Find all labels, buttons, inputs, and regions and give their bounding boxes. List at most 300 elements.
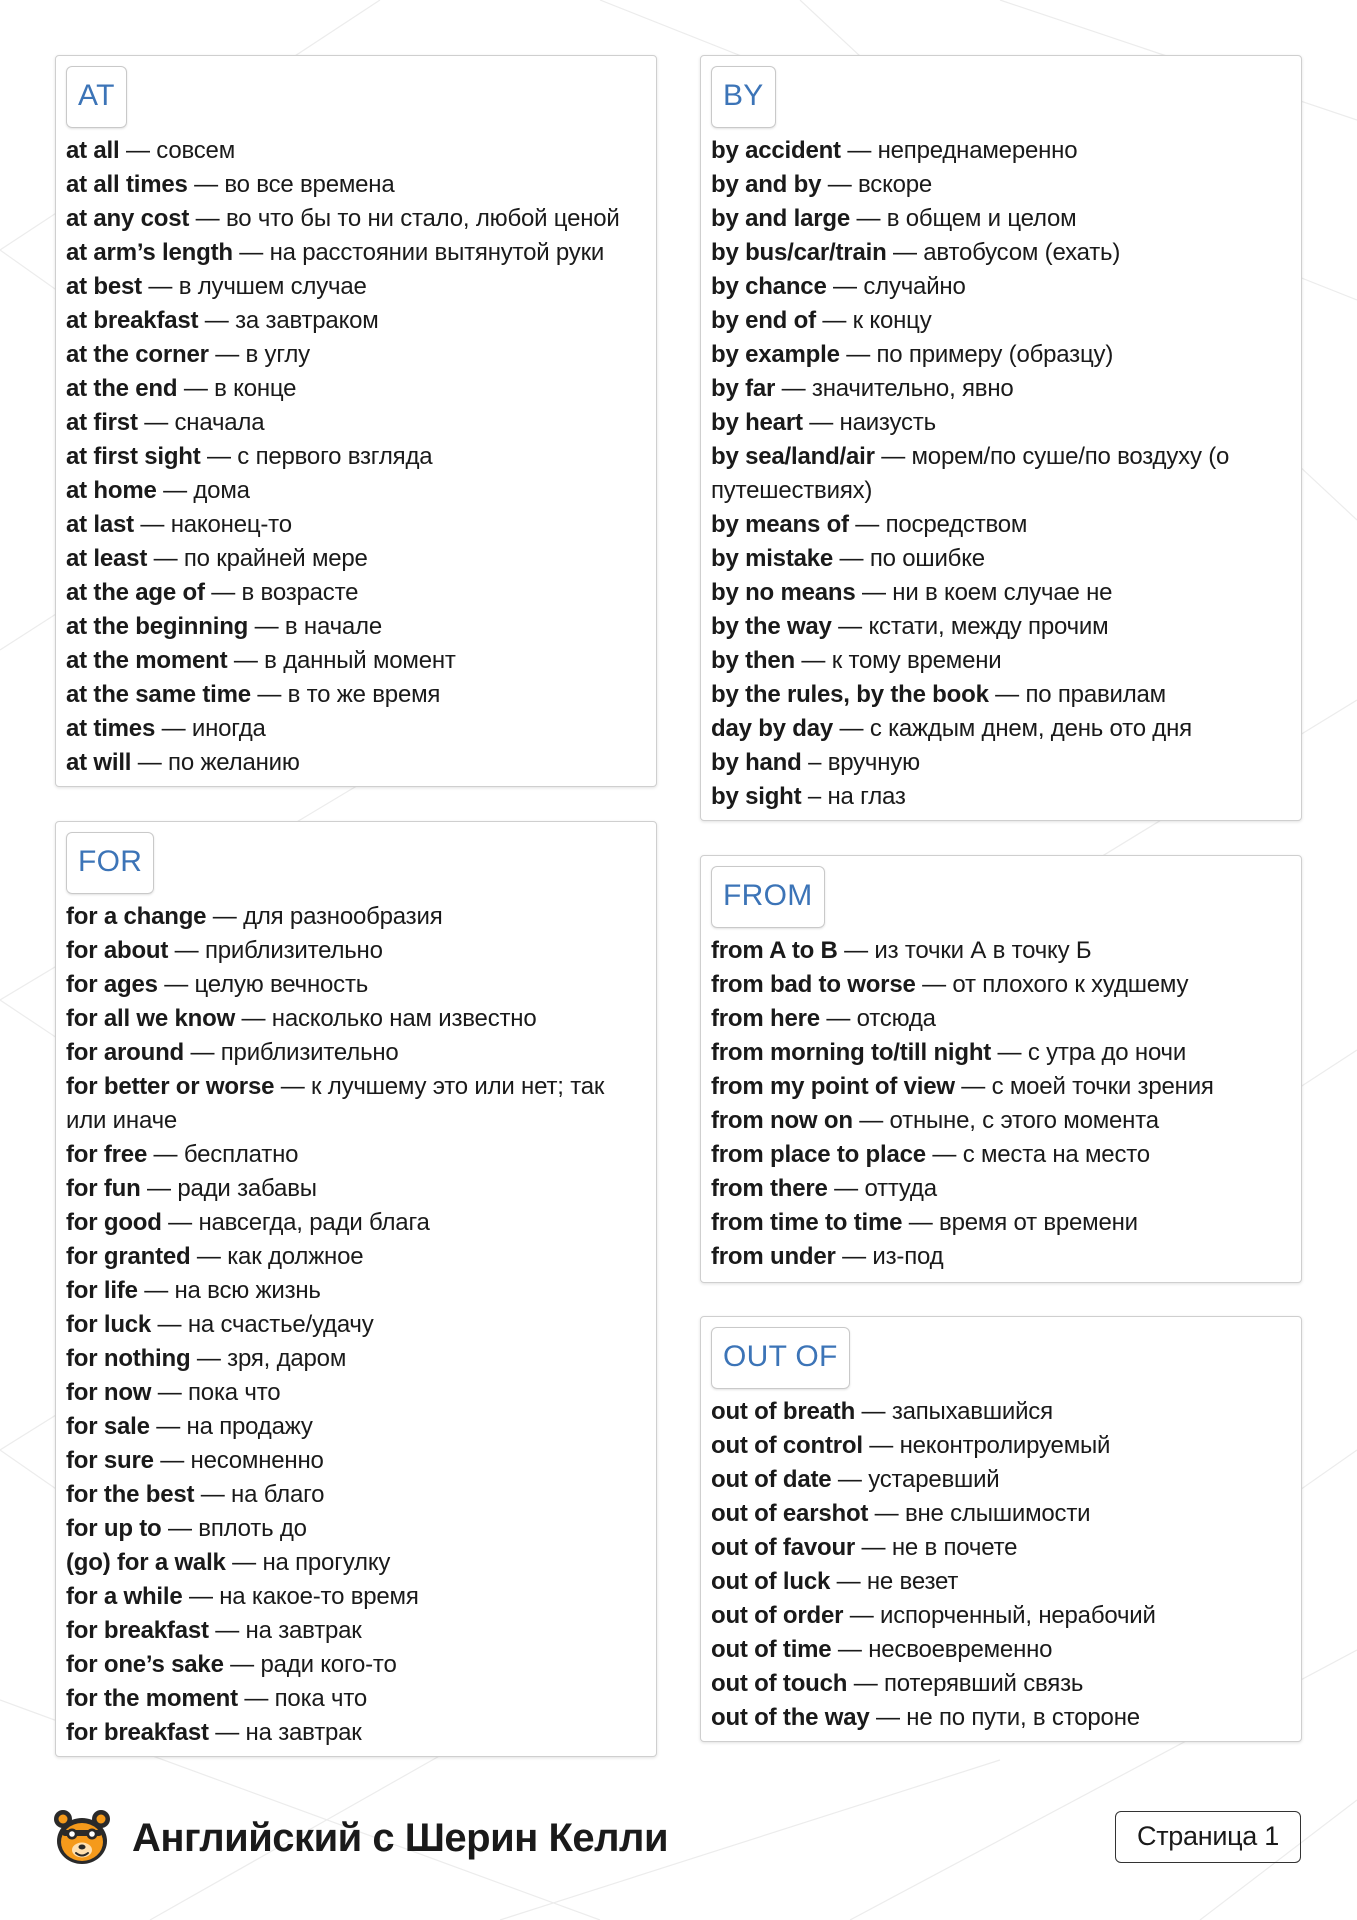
phrase-translation: в возрасте — [241, 579, 359, 606]
phrase-entry — [66, 168, 646, 202]
phrase-separator: — — [847, 1670, 884, 1697]
phrase-entry — [711, 168, 1291, 202]
phrase-translation: с первого взгляда — [237, 443, 433, 470]
phrase-term: by the way — [711, 613, 832, 640]
phrase-term: for better or worse — [66, 1073, 275, 1100]
phrase-term: by no means — [711, 579, 856, 606]
phrase-entry — [66, 1240, 646, 1274]
phrase-translation: из-под — [872, 1243, 944, 1270]
phrase-term: at the same time — [66, 681, 251, 708]
phrase-entry — [66, 746, 646, 780]
phrase-term: day by day — [711, 715, 834, 742]
phrase-separator: — — [131, 749, 169, 776]
phrase-entry — [66, 678, 646, 712]
phrase-separator: — — [855, 1534, 892, 1561]
phrase-term: out of order — [711, 1602, 844, 1629]
phrase-term: by then — [711, 647, 795, 674]
phrase-term: at breakfast — [66, 307, 199, 334]
phrase-term: by and by — [711, 171, 822, 198]
phrase-translation: неконтролируемый — [899, 1432, 1111, 1459]
phrase-translation: для разнообразия — [243, 903, 443, 930]
phrase-separator: — — [815, 307, 853, 334]
phrase-translation: по крайней мере — [183, 545, 368, 572]
phrase-translation: в углу — [245, 341, 310, 368]
phrase-translation: время от времени — [939, 1209, 1138, 1236]
phrase-term: from A to B — [711, 937, 838, 964]
phrase-term: at least — [66, 545, 148, 572]
section-for — [55, 821, 657, 1757]
phrase-entry — [711, 542, 1291, 576]
phrase-translation: по ошибке — [869, 545, 985, 572]
phrase-separator: — — [775, 375, 812, 402]
phrase-separator: — — [200, 443, 238, 470]
phrase-translation: по примеру (образцу) — [876, 341, 1114, 368]
phrase-entry — [66, 1478, 646, 1512]
phrase-translation: несвоевременно — [868, 1636, 1053, 1663]
phrase-separator: — — [248, 613, 285, 640]
phrase-translation: совсем — [156, 137, 235, 164]
phrase-translation: испорченный, нерабочий — [880, 1602, 1156, 1629]
phrase-separator: — — [137, 1277, 175, 1304]
phrase-translation: по желанию — [168, 749, 300, 776]
section-at — [55, 55, 657, 787]
phrase-translation: непреднамеренно — [877, 137, 1078, 164]
phrase-term: at the corner — [66, 341, 209, 368]
phrase-separator: — — [848, 511, 886, 538]
phrase-separator: — — [830, 1568, 867, 1595]
phrase-translation: на прогулку — [262, 1549, 391, 1576]
phrase-separator: — — [840, 137, 878, 164]
phrase-translation: потерявший связь — [883, 1670, 1084, 1697]
phrase-term: for sure — [66, 1447, 154, 1474]
phrase-separator: — — [826, 273, 864, 300]
phrase-translation: как должное — [227, 1243, 364, 1270]
phrase-translation: ни в коем случае не — [892, 579, 1113, 606]
phrase-separator: — — [182, 1583, 220, 1610]
phrase-entry — [711, 406, 1291, 440]
phrase-separator: — — [208, 1617, 246, 1644]
phrase-translation: посредством — [885, 511, 1028, 538]
phrase-entry — [66, 338, 646, 372]
phrase-translation: навсегда, ради блага — [198, 1209, 430, 1236]
phrase-term: by sight — [711, 783, 802, 810]
phrase-term: by bus/car/train — [711, 239, 887, 266]
phrase-entry — [66, 508, 646, 542]
section-title: OUT OF — [711, 1327, 850, 1389]
phrase-translation: несомненно — [190, 1447, 324, 1474]
phrase-separator: — — [133, 511, 171, 538]
phrase-separator: — — [991, 1039, 1028, 1066]
phrase-separator: — — [925, 1141, 963, 1168]
phrase-translation: на продажу — [186, 1413, 313, 1440]
phrase-term: (go) for a walk — [66, 1549, 226, 1576]
phrase-term: at will — [66, 749, 132, 776]
phrase-term: for about — [66, 937, 169, 964]
phrase-term: by example — [711, 341, 840, 368]
phrase-translation: к тому времени — [831, 647, 1002, 674]
phrase-separator: — — [119, 137, 157, 164]
phrase-term: for up to — [66, 1515, 162, 1542]
entry-list — [66, 900, 646, 1750]
phrase-translation: целую вечность — [194, 971, 369, 998]
phrase-separator: — — [151, 1311, 188, 1338]
phrase-term: out of earshot — [711, 1500, 869, 1527]
phrase-term: at the age of — [66, 579, 205, 606]
phrase-translation: отсюда — [856, 1005, 936, 1032]
phrase-separator: — — [833, 715, 870, 742]
phrase-entry — [711, 1497, 1291, 1531]
phrase-translation: за завтраком — [235, 307, 379, 334]
phrase-translation: вне слышимости — [904, 1500, 1091, 1527]
phrase-entry — [66, 406, 646, 440]
phrase-separator: — — [204, 579, 242, 606]
phrase-separator: — — [168, 937, 205, 964]
phrase-separator: — — [915, 971, 953, 998]
phrase-separator: — — [831, 1466, 869, 1493]
phrase-entry — [66, 1376, 646, 1410]
phrase-entry — [711, 934, 1291, 968]
phrase-entry — [66, 134, 646, 168]
phrase-translation: не везет — [866, 1568, 959, 1595]
phrase-separator: — — [232, 239, 270, 266]
phrase-entry — [66, 1410, 646, 1444]
phrase-entry — [66, 542, 646, 576]
phrase-translation: не по пути, в стороне — [906, 1704, 1140, 1731]
phrase-term: out of date — [711, 1466, 832, 1493]
phrase-translation: насколько нам известно — [271, 1005, 537, 1032]
phrase-translation: ради забавы — [177, 1175, 317, 1202]
phrase-translation: во что бы то ни стало, любой ценой — [225, 205, 620, 232]
phrase-entry — [66, 1002, 646, 1036]
phrase-entry — [66, 304, 646, 338]
phrase-term: from my point of view — [711, 1073, 955, 1100]
phrase-translation: автобусом (ехать) — [923, 239, 1121, 266]
phrase-translation: с каждым днем, день ото дня — [869, 715, 1192, 742]
phrase-term: for breakfast — [66, 1617, 209, 1644]
phrase-translation: морем/по суше/по воздуху (о путешествиях) — [711, 443, 1230, 504]
phrase-separator: — — [250, 681, 288, 708]
phrase-term: at all — [66, 137, 120, 164]
phrase-separator: — — [849, 205, 887, 232]
phrase-separator: — — [194, 1481, 232, 1508]
phrase-entry — [711, 1395, 1291, 1429]
phrase-term: at the beginning — [66, 613, 249, 640]
phrase-translation: случайно — [863, 273, 966, 300]
phrase-entry — [66, 1138, 646, 1172]
phrase-entry — [711, 610, 1291, 644]
section-by — [700, 55, 1302, 821]
phrase-separator: — — [190, 1243, 228, 1270]
phrase-term: by the rules, by the book — [711, 681, 989, 708]
phrase-entry — [66, 1648, 646, 1682]
phrase-term: for around — [66, 1039, 184, 1066]
phrase-term: for the best — [66, 1481, 195, 1508]
phrase-translation: на благо — [231, 1481, 325, 1508]
phrase-translation: на счастье/удачу — [187, 1311, 374, 1338]
phrase-translation: дома — [193, 477, 250, 504]
phrase-translation: по правилам — [1025, 681, 1166, 708]
phrase-entry — [711, 1240, 1291, 1274]
phrase-entry — [711, 1002, 1291, 1036]
phrase-entry — [66, 1206, 646, 1240]
phrase-separator: — — [827, 1175, 865, 1202]
phrase-translation: на глаз — [827, 783, 906, 810]
phrase-separator: — — [237, 1685, 275, 1712]
phrase-entry — [711, 1463, 1291, 1497]
phrase-entry — [66, 1546, 646, 1580]
phrase-translation: наизусть — [839, 409, 936, 436]
phrase-term: by heart — [711, 409, 803, 436]
phrase-translation: иногда — [191, 715, 266, 742]
phrase-translation: не в почете — [891, 1534, 1018, 1561]
phrase-entry — [66, 202, 646, 236]
phrase-separator: — — [206, 903, 244, 930]
phrase-entry — [66, 236, 646, 270]
phrase-entry — [711, 1429, 1291, 1463]
phrase-translation: ради кого-то — [260, 1651, 397, 1678]
phrase-term: for free — [66, 1141, 148, 1168]
phrase-separator: — — [862, 1432, 900, 1459]
phrase-term: by sea/land/air — [711, 443, 875, 470]
phrase-separator: — — [794, 647, 832, 674]
phrase-term: by hand — [711, 749, 802, 776]
phrase-separator: — — [868, 1500, 905, 1527]
phrase-term: for one’s sake — [66, 1651, 224, 1678]
phrase-translation: пока что — [274, 1685, 367, 1712]
phrase-term: out of the way — [711, 1704, 870, 1731]
phrase-separator: — — [874, 443, 912, 470]
section-from — [700, 855, 1302, 1283]
phrase-translation: вплоть до — [198, 1515, 307, 1542]
phrase-term: at first sight — [66, 443, 201, 470]
phrase-separator: — — [187, 171, 225, 198]
phrase-entry — [711, 1104, 1291, 1138]
phrase-entry — [66, 270, 646, 304]
phrase-translation: вскоре — [857, 171, 933, 198]
phrase-translation: на всю жизнь — [174, 1277, 321, 1304]
phrase-separator: — — [831, 1636, 869, 1663]
phrase-entry — [711, 1036, 1291, 1070]
phrase-entry — [66, 712, 646, 746]
phrase-separator: — — [149, 1413, 187, 1440]
phrase-translation: в общем и целом — [886, 205, 1077, 232]
phrase-separator: — — [223, 1651, 261, 1678]
phrase-entry — [66, 1342, 646, 1376]
phrase-entry — [66, 1274, 646, 1308]
phrase-separator: – — [801, 749, 828, 776]
phrase-entry — [66, 1070, 646, 1138]
phrase-entry — [711, 1531, 1291, 1565]
phrase-entry — [66, 576, 646, 610]
phrase-separator: — — [208, 1719, 246, 1746]
phrase-translation: значительно, явно — [811, 375, 1014, 402]
phrase-translation: от плохого к худшему — [952, 971, 1189, 998]
phrase-entry — [711, 440, 1291, 508]
phrase-entry — [66, 900, 646, 934]
phrase-term: for luck — [66, 1311, 152, 1338]
phrase-translation: с моей точки зрения — [991, 1073, 1214, 1100]
phrase-term: out of control — [711, 1432, 863, 1459]
phrase-separator: — — [802, 409, 840, 436]
phrase-entry — [66, 1036, 646, 1070]
phrase-entry — [711, 1667, 1291, 1701]
phrase-separator: — — [843, 1602, 880, 1629]
phrase-separator: — — [208, 341, 246, 368]
phrase-entry — [66, 934, 646, 968]
phrase-term: by and large — [711, 205, 850, 232]
phrase-entry — [66, 1614, 646, 1648]
phrase-translation: зря, даром — [227, 1345, 347, 1372]
phrase-term: at any cost — [66, 205, 190, 232]
phrase-translation: к лучшему это или нет; так или иначе — [66, 1073, 605, 1134]
phrase-separator: — — [140, 1175, 178, 1202]
phrase-term: by accident — [711, 137, 841, 164]
phrase-term: at first — [66, 409, 138, 436]
phrase-translation: на расстоянии вытянутой руки — [269, 239, 605, 266]
phrase-separator: — — [184, 1039, 221, 1066]
bear-face-icon — [52, 1808, 112, 1868]
phrase-term: for a while — [66, 1583, 183, 1610]
phrase-translation: вручную — [827, 749, 920, 776]
phrase-separator: — — [161, 1209, 199, 1236]
phrase-separator: — — [189, 205, 226, 232]
phrase-separator: — — [235, 1005, 272, 1032]
entry-list — [711, 934, 1291, 1274]
phrase-term: at arm’s length — [66, 239, 233, 266]
section-title: FOR — [66, 832, 154, 894]
phrase-term: by mistake — [711, 545, 834, 572]
entry-list — [66, 134, 646, 780]
phrase-entry — [66, 1512, 646, 1546]
phrase-separator: — — [225, 1549, 263, 1576]
phrase-term: out of time — [711, 1636, 832, 1663]
phrase-entry — [66, 1444, 646, 1478]
phrase-translation: приблизительно — [220, 1039, 399, 1066]
phrase-entry — [711, 1633, 1291, 1667]
section-out-of — [700, 1316, 1302, 1742]
section-title: AT — [66, 66, 127, 128]
phrase-separator: — — [147, 1141, 184, 1168]
phrase-entry — [711, 1565, 1291, 1599]
phrase-separator: — — [190, 1345, 228, 1372]
phrase-term: from there — [711, 1175, 828, 1202]
phrase-separator: — — [161, 1515, 199, 1542]
phrase-translation: на завтрак — [245, 1617, 362, 1644]
phrase-entry — [66, 610, 646, 644]
phrase-entry — [66, 474, 646, 508]
phrase-entry — [711, 576, 1291, 610]
phrase-separator: — — [227, 647, 265, 674]
phrase-entry — [711, 712, 1291, 746]
phrase-translation: приблизительно — [204, 937, 383, 964]
phrase-separator: — — [151, 1379, 188, 1406]
phrase-entry — [66, 440, 646, 474]
phrase-entry — [66, 372, 646, 406]
phrase-entry — [711, 304, 1291, 338]
phrase-term: from now on — [711, 1107, 853, 1134]
phrase-term: out of breath — [711, 1398, 856, 1425]
phrase-term: for nothing — [66, 1345, 191, 1372]
phrase-translation: в то же время — [287, 681, 441, 708]
phrase-separator: — — [141, 273, 179, 300]
phrase-term: by end of — [711, 307, 816, 334]
phrase-separator: — — [902, 1209, 940, 1236]
phrase-separator: — — [831, 613, 869, 640]
phrase-translation: бесплатно — [183, 1141, 299, 1168]
phrase-translation: в данный момент — [264, 647, 456, 674]
phrase-term: at all times — [66, 171, 188, 198]
phrase-term: by chance — [711, 273, 827, 300]
phrase-term: from bad to worse — [711, 971, 916, 998]
phrase-translation: отныне, с этого момента — [889, 1107, 1159, 1134]
phrase-term: by means of — [711, 511, 849, 538]
entry-list — [711, 1395, 1291, 1735]
phrase-term: out of luck — [711, 1568, 831, 1595]
phrase-term: for sale — [66, 1413, 150, 1440]
phrase-separator: — — [153, 1447, 191, 1474]
phrase-separator: — — [837, 937, 875, 964]
phrase-entry — [711, 1599, 1291, 1633]
phrase-term: at the end — [66, 375, 178, 402]
phrase-separator: – — [801, 783, 828, 810]
phrase-term: at home — [66, 477, 157, 504]
phrase-translation: устаревший — [868, 1466, 1000, 1493]
brand-name: Английский с Шерин Келли — [132, 1816, 669, 1860]
phrase-term: for all we know — [66, 1005, 236, 1032]
phrase-entry — [711, 134, 1291, 168]
phrase-term: for life — [66, 1277, 138, 1304]
phrase-translation: в конце — [214, 375, 297, 402]
phrase-entry — [66, 1308, 646, 1342]
phrase-translation: запыхавшийся — [891, 1398, 1053, 1425]
phrase-entry — [711, 780, 1291, 814]
phrase-term: for good — [66, 1209, 162, 1236]
phrase-entry — [711, 1172, 1291, 1206]
phrase-term: from place to place — [711, 1141, 926, 1168]
phrase-separator: — — [855, 579, 893, 606]
phrase-term: for granted — [66, 1243, 191, 1270]
phrase-term: for a change — [66, 903, 207, 930]
phrase-separator: — — [988, 681, 1026, 708]
phrase-translation: в лучшем случае — [178, 273, 367, 300]
phrase-separator: — — [147, 545, 184, 572]
entry-list — [711, 134, 1291, 814]
phrase-separator: — — [156, 477, 194, 504]
phrase-term: from morning to/till night — [711, 1039, 992, 1066]
phrase-separator: — — [819, 1005, 857, 1032]
phrase-entry — [711, 338, 1291, 372]
phrase-separator: — — [954, 1073, 992, 1100]
phrase-entry — [66, 1682, 646, 1716]
page-number-badge: Страница 1 — [1115, 1811, 1301, 1863]
phrase-term: from time to time — [711, 1209, 903, 1236]
phrase-term: out of favour — [711, 1534, 856, 1561]
phrase-separator: — — [833, 545, 870, 572]
section-title: BY — [711, 66, 776, 128]
phrase-translation: из точки А в точку Б — [874, 937, 1092, 964]
phrase-separator: — — [137, 409, 175, 436]
phrase-translation: с места на место — [962, 1141, 1150, 1168]
phrase-translation: к концу — [852, 307, 932, 334]
phrase-term: from here — [711, 1005, 820, 1032]
phrase-entry — [66, 1580, 646, 1614]
phrase-term: for ages — [66, 971, 158, 998]
phrase-entry — [711, 270, 1291, 304]
phrase-separator: — — [855, 1398, 892, 1425]
phrase-separator: — — [155, 715, 192, 742]
phrase-entry — [711, 746, 1291, 780]
phrase-translation: во все времена — [224, 171, 395, 198]
